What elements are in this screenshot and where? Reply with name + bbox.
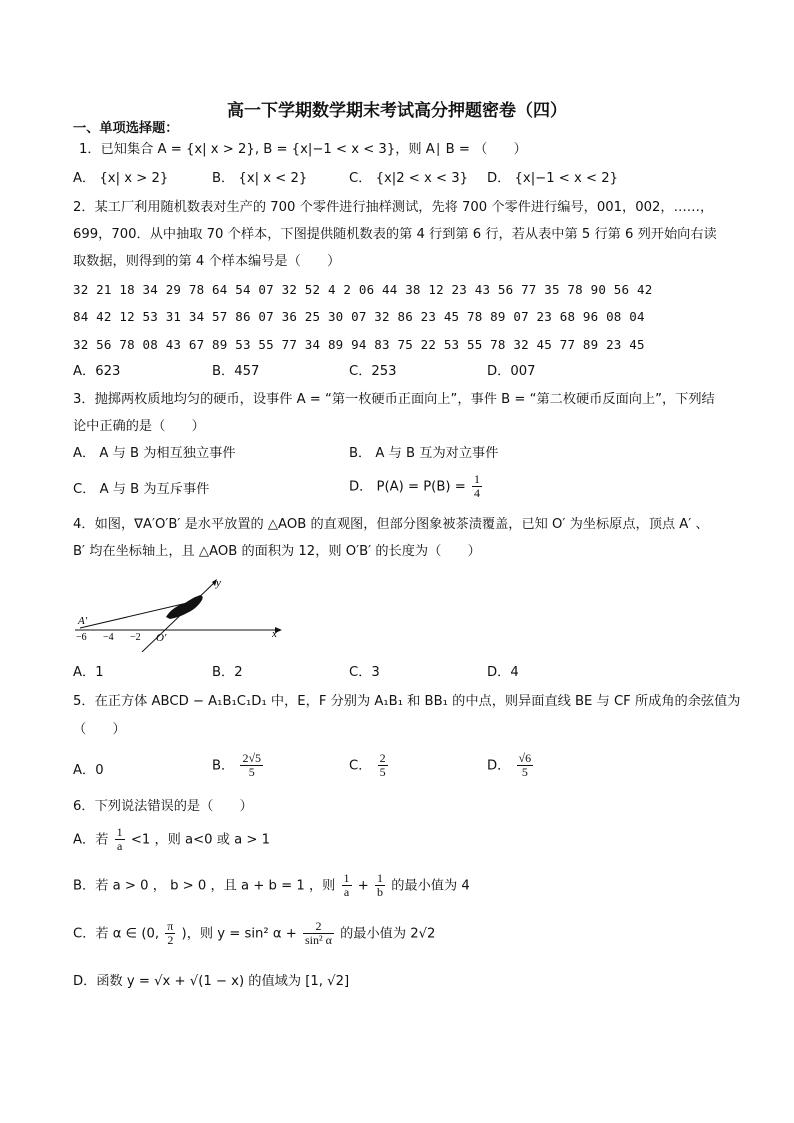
random-table-row-4: 32 21 18 34 29 78 64 54 07 32 52 4 2 06 44 38 12 23 43 56 77 35 78 90 56 42 [73, 282, 653, 297]
fraction-denominator: 2 [167, 933, 174, 947]
q5-option-d [487, 752, 535, 779]
x-axis-label: x [272, 628, 277, 640]
fraction [517, 752, 534, 779]
y-axis [142, 582, 215, 652]
fraction-denominator: sin² α [305, 933, 332, 947]
q5-option-a: A．0 [73, 763, 104, 778]
q4-option-b: B．2 [212, 665, 243, 680]
fraction-denominator: 5 [248, 765, 255, 779]
q2-stem-line1: 2．某工厂利用随机数表对生产的 700 个零件进行抽样测试，先将 700 个零件进行编号，001，002，……， [73, 200, 714, 215]
section-heading: 一、单项选择题： [73, 121, 179, 136]
fraction [472, 473, 482, 500]
fraction [303, 920, 334, 947]
q1-option-d: D． {x|−1 < x < 2} [487, 171, 619, 186]
plus-sign: + [357, 878, 369, 894]
page-title: 高一下学期数学期末考试高分押题密卷（四） [227, 101, 567, 121]
q2-option-b: B．457 [212, 364, 260, 379]
q3-option-d-prefix: D． P(A) = P(B) = [349, 479, 466, 495]
q5-option-b [212, 752, 265, 779]
q3-option-d [349, 473, 484, 500]
option-text: B．若 a > 0 ， b > 0 ，且 a + b = 1 ，则 [73, 878, 336, 894]
fraction-denominator: b [377, 885, 383, 899]
fraction-numerator: 2 [379, 751, 386, 765]
q2-stem-line3: 取数据，则得到的第 4 个样本编号是（ ） [73, 254, 341, 269]
option-letter: D． [487, 758, 511, 774]
fraction [378, 752, 388, 779]
tick-label: −2 [130, 632, 141, 643]
option-text: )，则 y = sin² α + [181, 926, 297, 942]
fraction-denominator: a [116, 839, 123, 853]
fraction-numerator: 1 [343, 871, 350, 885]
q1-option-a: A． {x| x > 2} [73, 171, 169, 186]
fraction-denominator: a [343, 885, 350, 899]
option-letter: C． [349, 758, 372, 774]
point-a-label: A′ [78, 615, 88, 627]
q4-stem-line1: 4．如图，∇A′O′B′ 是水平放置的 △AOB 的直观图，但部分图象被茶渍覆盖，已知 O′ 为坐标原点，顶点 A′ 、 [73, 517, 709, 532]
random-table-row-6: 32 56 78 08 43 67 89 53 55 77 34 89 94 83 75 22 53 55 78 32 45 77 89 23 45 [73, 337, 645, 352]
fraction [240, 752, 263, 779]
fraction [375, 872, 385, 899]
q4-option-d: D．4 [487, 665, 519, 680]
fraction-denominator: 5 [521, 765, 528, 779]
option-text: 的最小值为 2√2 [340, 926, 436, 942]
q6-option-c [73, 920, 435, 947]
q3-option-a: A． A 与 B 为相互独立事件 [73, 446, 236, 461]
q2-option-c: C．253 [349, 364, 397, 379]
y-axis-label: y [216, 577, 221, 589]
fraction-numerator: π [167, 919, 174, 933]
q4-figure [70, 572, 285, 652]
q1-option-c: C． {x|2 < x < 3} [349, 171, 469, 186]
q3-option-b: B． A 与 B 互为对立事件 [349, 446, 499, 461]
fraction-numerator: 1 [473, 472, 480, 486]
fraction-denominator: 5 [379, 765, 386, 779]
tick-label: −6 [76, 632, 87, 643]
q6-option-b [73, 872, 470, 899]
q2-stem-line2: 699，700．从中抽取 70 个样本，下图提供随机数表的第 4 行到第 6 行，若从表中第 5 行第 6 列开始向右读 [73, 227, 717, 242]
q5-option-c [349, 752, 390, 779]
option-letter: B． [212, 758, 235, 774]
fraction [342, 872, 352, 899]
option-text: <1 ，则 a<0 或 a > 1 [130, 832, 271, 848]
fraction [165, 920, 175, 947]
fraction [115, 826, 125, 853]
q3-option-c: C． A 与 B 为互斥事件 [73, 482, 210, 497]
tick-label: −4 [103, 632, 114, 643]
q6-option-d: D．函数 y = √x + √(1 − x) 的值域为 [1, √2] [73, 974, 350, 989]
option-text: C．若 α ∈ (0, [73, 926, 160, 942]
q4-option-c: C．3 [349, 665, 380, 680]
fraction-numerator: 2 [303, 920, 334, 934]
q1-stem: 1．已知集合 A = {x| x > 2}, B = {x|−1 < x < 3}，则 A∣ B = （ ） [79, 142, 527, 157]
fraction-numerator: √6 [518, 751, 532, 765]
q3-stem-line1: 3．抛掷两枚质地均匀的硬币，设事件 A = “第一枚硬币正面向上”，事件 B = “第二枚硬币反面向上”，下列结 [73, 392, 715, 407]
q5-stem-line1: 5．在正方体 ABCD − A₁B₁C₁D₁ 中，E，F 分别为 A₁B₁ 和 BB₁ 的中点，则异面直线 BE 与 CF 所成角的余弦值为 [73, 694, 741, 709]
option-text: A．若 [73, 832, 109, 848]
q4-option-a: A．1 [73, 665, 104, 680]
q5-stem-line2: （ ） [73, 722, 126, 737]
option-text: 的最小值为 4 [391, 878, 470, 894]
fraction-numerator: 2√5 [242, 751, 262, 765]
q6-stem: 6．下列说法错误的是（ ） [73, 799, 253, 814]
q1-option-b: B． {x| x < 2} [212, 171, 308, 186]
q6-option-a [73, 826, 270, 853]
random-table-row-5: 84 42 12 53 31 34 57 86 07 36 25 30 07 32 86 23 45 78 89 07 23 68 96 08 04 [73, 309, 645, 324]
fraction-numerator: 1 [116, 825, 123, 839]
origin-label: O′ [156, 632, 167, 644]
q4-stem-line2: B′ 均在坐标轴上，且 △AOB 的面积为 12，则 O′B′ 的长度为（ ） [73, 544, 481, 559]
fraction-numerator: 1 [377, 871, 383, 885]
q2-option-d: D．007 [487, 364, 536, 379]
q3-stem-line2: 论中正确的是（ ） [73, 419, 205, 434]
q2-option-a: A．623 [73, 364, 121, 379]
fraction-denominator: 4 [473, 486, 480, 500]
